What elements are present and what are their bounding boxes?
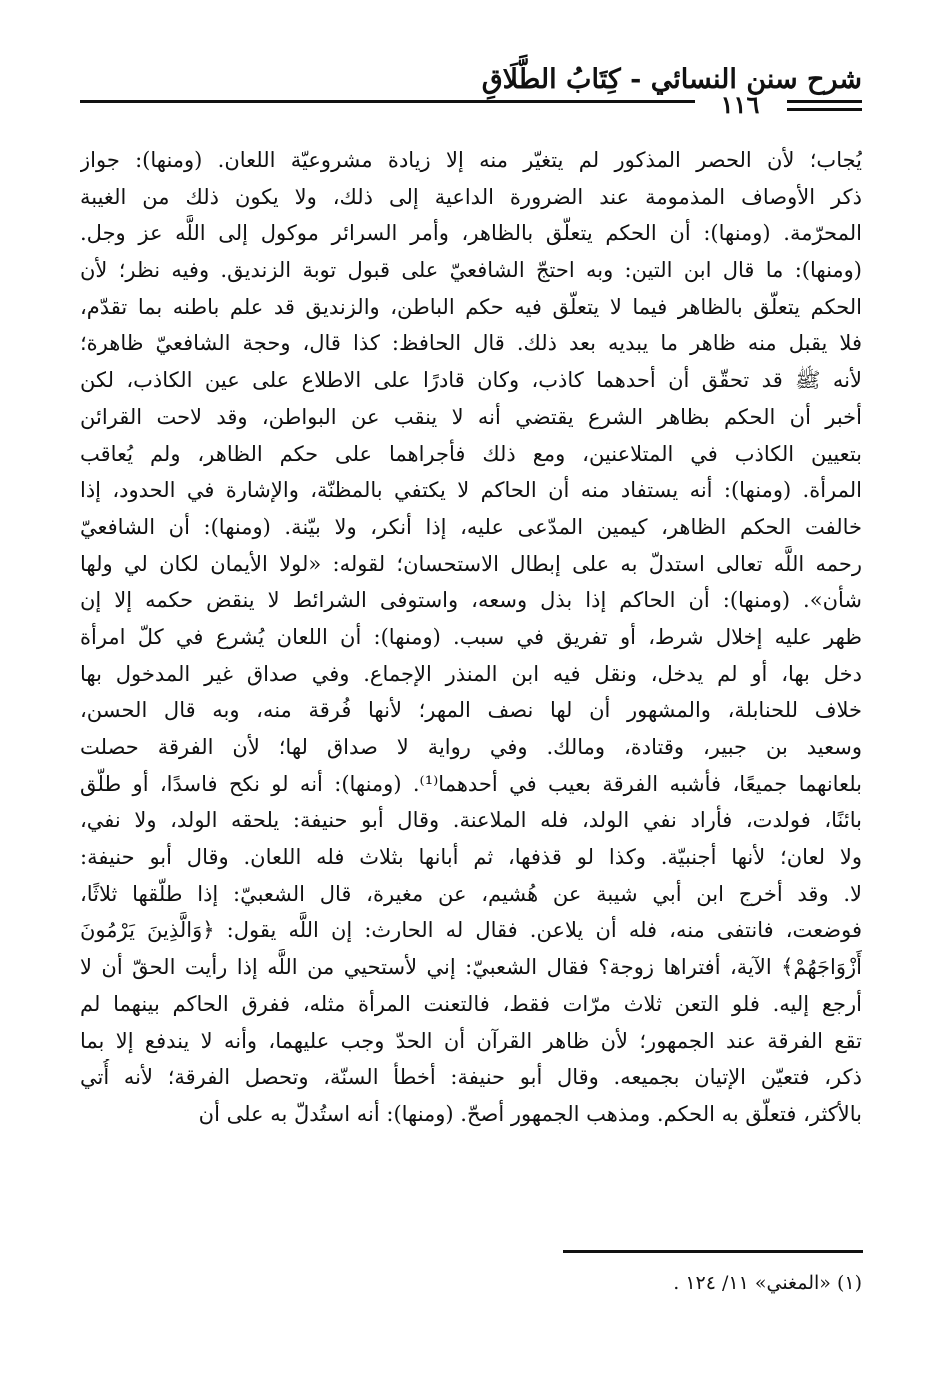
text-line: أخبر أن الحكم بظاهر الشرع يقتضي أنه لا ينقب عن البواطن، وقد لاحت القرائن	[80, 404, 862, 429]
text-line: خالفت الحكم الظاهر، كيمين المدّعى عليه، إذا أنكر، ولا بيّنة. (ومنها): أن الشافعيّ	[80, 514, 862, 539]
header-double-rule-lower	[787, 108, 862, 111]
text-line: وسعيد بن جبير، وقتادة، ومالك. وفي رواية لا صداق لها؛ لأن الفرقة حصلت	[80, 735, 862, 759]
text-line: فلا يقبل منه ظاهر ما يبديه بعد ذلك. قال الحافظ: كذا قال، وحجة الشافعيّ ظاهرة؛	[80, 331, 862, 356]
text-line: لا. وقد أخرج ابن أبي شيبة عن هُشيم، عن مغيرة، قال الشعبيّ: إذا طلّقها ثلاثًا،	[80, 881, 862, 906]
text-line: خلاف للحنابلة، والمشهور أن لها نصف المهر؛ لأنها فُرقة منه، وبه قال الحسن،	[80, 698, 862, 723]
text-line: شأن». (ومنها): أن الحاكم إذا بذل وسعه، واستوفى الشرائط لا ينقض حكمه إلا إن	[80, 588, 862, 613]
text-line: بتعيين الكاذب في المتلاعنين، ومع ذلك فأجراهما على حكم الظاهر، ولم يُعاقب	[80, 441, 862, 466]
page-header	[80, 60, 862, 120]
text-line: المرأة. (ومنها): أنه يستفاد منه أن الحاكم لا يكتفي بالمظنّة، والإشارة في الحدود، إذا	[80, 478, 862, 503]
running-title: شرح سنن النسائي - كِتَابُ الطَّلَاقِ	[481, 64, 862, 95]
footnote-separator	[563, 1250, 863, 1253]
text-line: لأنه ﷺ قد تحقّق أن أحدهما كاذب، وكان قادرًا على الاطلاع على عين الكاذب، لكن	[80, 368, 862, 393]
text-line: دخل بها، أو لم يدخل، ونقل فيه ابن المنذر الإجماع. وفي صداق غير المدخول بها	[80, 661, 862, 686]
text-line: رحمه اللَّه تعالى استدلّ به على إبطال الاستحسان؛ لقوله: «لولا الأيمان لكان لي ولها	[80, 551, 862, 576]
text-line: تقع الفرقة عند الجمهور؛ لأن ظاهر القرآن أن الحدّ وجب عليهما، وأنه لا يندفع إلا بما	[80, 1028, 862, 1053]
text-line: (ومنها): ما قال ابن التين: وبه احتجّ الشافعيّ على قبول توبة الزنديق. وفيه نظر؛ لأن	[80, 258, 862, 283]
text-line: ولا لعان؛ لأنها أجنبيّة. وكذا لو قذفها، ثم أبانها بثلاث فله اللعان. وقال أبو حنيفة:	[80, 845, 862, 870]
text-line: يُجاب؛ لأن الحصر المذكور لم يتغيّر منه إلا زيادة مشروعيّة اللعان. (ومنها): جواز	[80, 148, 862, 172]
text-line: أرجع إليه. فلو التعن ثلاث مرّات فقط، فالتعنت المرأة مثله، ففرق الحاكم بينهما لم	[80, 991, 862, 1016]
footnote: (١) «المغني» ١١/ ١٢٤ .	[673, 1272, 862, 1294]
text-line: ذكر الأوصاف المذمومة عند الضرورة الداعية إلى ذلك، ولا يكون ذلك من الغيبة	[80, 184, 862, 209]
main-text	[80, 142, 862, 1133]
header-rule	[80, 100, 695, 103]
text-line: ظهر عليه إخلال شرط، أو تفريق في سبب. (ومنها): أن اللعان يُشرع في كلّ امرأة	[80, 624, 862, 649]
text-line: الحكم يتعلّق بالظاهر فيما لا يتعلّق فيه حكم الباطن، والزنديق قد علم باطنه بما تقدّم،	[80, 294, 862, 319]
text-line: بلعانهما جميعًا، فأشبه الفرقة بعيب في أحدهما⁽¹⁾. (ومنها): أنه لو نكح فاسدًا، أو طلّق	[80, 771, 862, 796]
text-line: بائنًا، فولدت، فأراد نفي الولد، فله الملاعنة. وقال أبو حنيفة: يلحقه الولد، ولا نفي،	[80, 808, 862, 833]
text-line: بالأكثر، فتعلّق به الحكم. ومذهب الجمهور أصحّ. (ومنها): أنه استُدلّ به على أن	[198, 1101, 862, 1126]
header-double-rule-upper	[787, 100, 862, 103]
text-line: فوضعت، فانتفى منه، فله أن يلاعن. فقال له الحارث: إن اللَّه يقول: ﴿وَالَّذِينَ يَرْمُونَ	[80, 918, 862, 943]
text-line: ذكر، فتعيّن الإتيان بجميعه. وقال أبو حنيفة: أخطأ السنّة، وتحصل الفرقة؛ لأنه أُتي	[80, 1065, 862, 1090]
text-line: أَزْوَاجَهُمْ﴾ الآية، أفتراها زوجة؟ فقال الشعبيّ: إني لأستحيي من اللَّه إذا رأيت الحقّ أن لا	[80, 955, 862, 980]
page-number: ١١٦	[720, 90, 760, 119]
text-line: المحرّمة. (ومنها): أن الحكم يتعلّق بالظاهر، وأمر السرائر موكول إلى اللَّه عز وجل.	[80, 221, 862, 246]
